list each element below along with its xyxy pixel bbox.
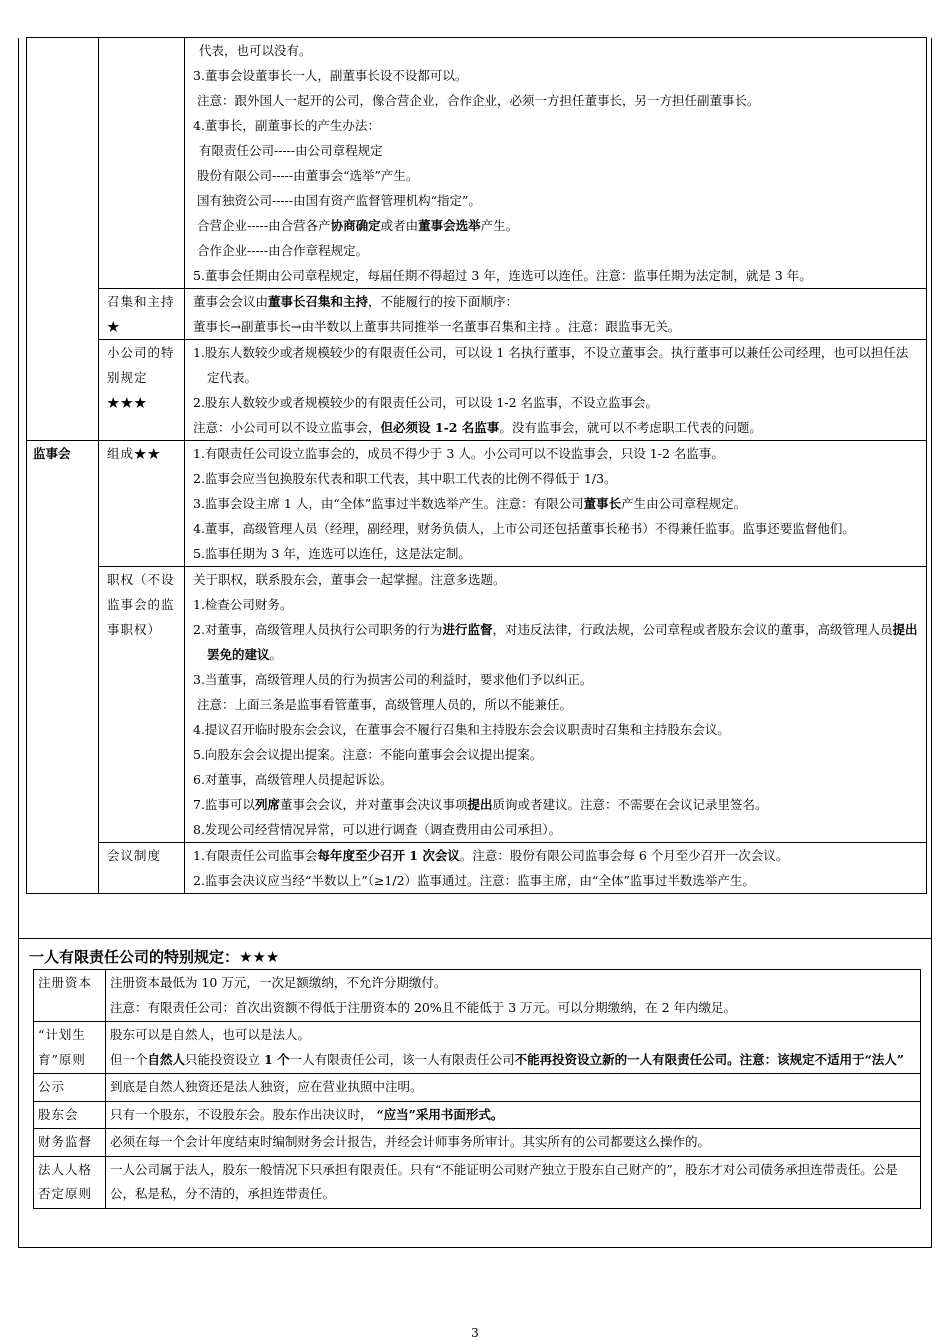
content-line — [110, 1023, 916, 1048]
content-line — [193, 541, 920, 566]
text-run: 代表，也可以没有。 — [199, 43, 312, 58]
text-run: 3.董事会设董事长一人，副董事长设不设都可以。 — [193, 68, 468, 83]
subtopic-cell — [99, 38, 185, 289]
content-line — [193, 516, 920, 541]
content-line — [110, 1103, 916, 1128]
text-run: 1.有限责任公司监事会 — [193, 848, 318, 863]
table-row — [34, 1129, 921, 1157]
content-line — [193, 263, 920, 288]
content-line — [193, 742, 920, 767]
content-line — [193, 441, 920, 466]
content-line — [193, 692, 920, 717]
table-row — [27, 441, 927, 567]
text-run: 3.监事会设主席 1 人，由“全体”监事过半数选举产生。注意：有限公司 — [193, 496, 584, 511]
content-line — [193, 113, 920, 138]
table-row — [27, 340, 927, 441]
text-run: 质询或者建议。注意：不需要在会议记录里签名。 — [492, 797, 768, 812]
section-title-one-person-company: 一人有限责任公司的特别规定：★★★ — [29, 948, 280, 966]
text-run: 2.对董事，高级管理人员执行公司职务的行为 — [193, 622, 443, 637]
content-line — [110, 996, 916, 1021]
text-run: 合营企业-----由合营各产 — [197, 218, 331, 233]
one-person-company-table — [33, 969, 921, 1209]
text-run: 产生。 — [480, 218, 519, 233]
rule-name-cell: 财务监督 — [34, 1129, 106, 1157]
text-run: 2.监事会应当包换股东代表和职工代表，其中职工代表的比例不得低于 1/3。 — [193, 471, 617, 486]
content-line — [193, 88, 920, 113]
content-line — [193, 617, 920, 667]
content-line — [193, 491, 920, 516]
table-row — [34, 1156, 921, 1208]
text-run: 。注意：股份有限公司监事会每 6 个月至少召开一次会议。 — [459, 848, 789, 863]
text-run: 1.检查公司财务。 — [193, 597, 293, 612]
bold-text: 协商确定 — [330, 218, 381, 233]
text-run: 注意：上面三条是监事看管董事，高级管理人员的，所以不能兼任。 — [197, 697, 573, 712]
content-cell — [185, 567, 927, 843]
table-row — [27, 38, 927, 289]
table-row — [34, 1022, 921, 1074]
text-run: 5.董事会任期由公司章程规定，每届任期不得超过 3 年，连选可以连任。注意：监事任期为法定制，就是 3 年。 — [193, 268, 812, 283]
text-run: 股份有限公司-----由董事会“选举”产生。 — [197, 168, 419, 183]
bold-text: 进行监督 — [442, 622, 493, 637]
content-line — [193, 792, 920, 817]
content-line — [193, 466, 920, 491]
content-line — [110, 1158, 916, 1207]
content-line — [193, 188, 920, 213]
content-line — [193, 213, 920, 238]
rule-name-cell: 注册资本 — [34, 970, 106, 1022]
board-supervisors-table — [26, 37, 927, 894]
subtopic-cell: 职权（不设监事会的监事职权） — [99, 567, 185, 843]
content-line — [193, 63, 920, 88]
subtopic-cell: 会议制度 — [99, 843, 185, 894]
text-run: 董事长→副董事长→由半数以上董事共同推举一名董事召集和主持 。注意：跟监事无关。 — [193, 319, 681, 334]
text-run: 4.董事，高级管理人员（经理，副经理，财务负债人，上市公司还包括董事长秘书）不得兼任监事。监事还要监督他们。 — [193, 521, 855, 536]
text-run: 有限责任公司-----由公司章程规定 — [199, 143, 383, 158]
bold-text: 1 个 — [264, 1051, 290, 1067]
content-line — [193, 817, 920, 842]
content-line — [193, 138, 920, 163]
text-run: 合作企业-----由合作章程规定。 — [197, 243, 369, 258]
rule-content-cell — [106, 1101, 921, 1129]
text-run: 1.股东人数较少或者规模较少的有限责任公司，可以设 1 名执行董事，不设立董事会。执行董事可以兼任公司经理，也可以担任法定代表。 — [193, 345, 909, 385]
text-run: 一人公司属于法人，股东一般情况下只承担有限责任。只有“不能证明公司财产独立于股东自己财产的”，股东才对公司债务承担连带责任。公是公，私是私，分不清的，承担连带责任。 — [110, 1161, 898, 1201]
text-run: 4.提议召开临时股东会会议，在董事会不履行召集和主持股东会会议职责时召集和主持股东会议。 — [193, 722, 730, 737]
text-run: 董事会会议由 — [193, 294, 269, 309]
category-cell — [27, 38, 99, 441]
table-row — [34, 1101, 921, 1129]
page-frame — [18, 38, 932, 1248]
text-run: 4.董事长，副董事长的产生办法： — [193, 118, 380, 133]
table-row — [27, 843, 927, 894]
content-line — [193, 390, 920, 415]
content-line — [193, 843, 920, 868]
content-line — [193, 567, 920, 592]
content-line — [193, 163, 920, 188]
text-run: 2.股东人数较少或者规模较少的有限责任公司，可以设 1-2 名监事，不设立监事会。 — [193, 395, 659, 410]
bold-text: “应当”采用书面形式。 — [376, 1106, 504, 1122]
text-run: 1.有限责任公司设立监事会的，成员不得少于 3 人。小公司可以不设监事会，只设 1-2 名监事。 — [193, 446, 724, 461]
content-cell — [185, 289, 927, 340]
text-run: 。没有监事会，就可以不考虑职工代表的问题。 — [499, 420, 762, 435]
text-run: ，不能履行的按下面顺序： — [368, 294, 519, 309]
text-run: 股东可以是自然人，也可以是法人。 — [110, 1027, 311, 1042]
text-run: 注意：有限责任公司：首次出资额不得低于注册资本的 20%且不能低于 3 万元。可以分期缴纳，在 2 年内缴足。 — [110, 999, 737, 1015]
table-row — [27, 567, 927, 843]
text-run: 注册资本最低为 10 万元，一次足额缴纳，不允许分期缴付。 — [110, 975, 447, 990]
category-cell: 监事会 — [27, 441, 99, 894]
content-line — [193, 38, 920, 63]
text-run: 只能投资设立 — [185, 1051, 265, 1067]
content-cell — [185, 843, 927, 894]
blank-spacer-row — [19, 910, 931, 939]
content-cell — [185, 441, 927, 567]
text-run: 5.向股东会会议提出提案。注意：不能向董事会会议提出提案。 — [193, 747, 543, 762]
text-run: 国有独资公司-----由国有资产监督管理机构“指定”。 — [197, 193, 481, 208]
rule-content-cell — [106, 1129, 921, 1157]
text-run: 或者由 — [380, 218, 419, 233]
text-run: 3.当董事，高级管理人员的行为损害公司的利益时，要求他们予以纠正。 — [193, 672, 593, 687]
bold-text: 但必须设 1-2 名监事 — [380, 420, 500, 435]
text-run: 到底是自然人独资还是法人独资，应在营业执照中注明。 — [110, 1079, 423, 1094]
table-row — [34, 1074, 921, 1102]
bold-text: 董事长召集和主持 — [268, 294, 369, 309]
bold-text: 提出 — [467, 797, 493, 812]
text-run: 注意：跟外国人一起开的公司，像合营企业，合作企业，必须一方担任董事长，另一方担任副董事长。 — [197, 93, 760, 108]
bold-text: 提出罢免的建议 — [207, 622, 918, 662]
text-run: 2.监事会决议应当经“半数以上”（≥1/2）监事通过。注意：监事主席，由“全体”监事过半数选举产生。 — [193, 873, 755, 888]
rule-name-cell: 股东会 — [34, 1101, 106, 1129]
bold-text: 董事长 — [583, 496, 622, 511]
bold-text: 每年度至少召开 1 次会议 — [317, 848, 460, 863]
content-line — [193, 415, 920, 440]
bold-text: 不能再投资设立新的一人有限责任公司。注意：该规定不适用于“法人” — [514, 1051, 904, 1067]
bold-text: 自然人 — [147, 1051, 186, 1067]
content-line — [110, 1048, 916, 1073]
text-run: 。 — [269, 647, 283, 662]
content-line — [193, 340, 920, 390]
page-number: 3 — [471, 1326, 479, 1340]
content-line — [110, 1075, 916, 1100]
content-line — [193, 868, 920, 893]
content-line — [193, 238, 920, 263]
text-run: 董事会会议，并对董事会决议事项 — [279, 797, 468, 812]
text-run: 8.发现公司经营情况异常，可以进行调查（调查费用由公司承担）。 — [193, 822, 562, 837]
content-line — [193, 667, 920, 692]
subtopic-cell: 组成★★ — [99, 441, 185, 567]
text-run: 7.监事可以 — [193, 797, 255, 812]
text-run: 一人有限责任公司，该一人有限责任公司 — [289, 1051, 515, 1067]
text-run: 5.监事任期为 3 年，连选可以连任，这是法定制。 — [193, 546, 471, 561]
rule-name-cell: 公示 — [34, 1074, 106, 1102]
content-line — [110, 1130, 916, 1155]
rule-name-cell: 法人人格否定原则 — [34, 1156, 106, 1208]
content-cell — [185, 38, 927, 289]
rule-content-cell — [106, 970, 921, 1022]
content-line — [193, 717, 920, 742]
rule-content-cell — [106, 1022, 921, 1074]
text-run: ，对违反法律，行政法规，公司章程或者股东会议的董事，高级管理人员 — [492, 622, 893, 637]
rule-name-cell: “计划生育”原则 — [34, 1022, 106, 1074]
bold-text: 董事会选举 — [418, 218, 481, 233]
rule-content-cell — [106, 1156, 921, 1208]
table-row — [34, 970, 921, 1022]
content-line — [193, 289, 920, 314]
text-run: 必须在每一个会计年度结束时编制财务会计报告，并经会计师事务所审计。其实所有的公司都要这么操作的。 — [110, 1134, 711, 1149]
text-run: 6.对董事，高级管理人员提起诉讼。 — [193, 772, 393, 787]
subtopic-cell: 小公司的特别规定★★★ — [99, 340, 185, 441]
bold-text: 列席 — [254, 797, 280, 812]
content-line — [193, 592, 920, 617]
text-run: 产生由公司章程规定。 — [621, 496, 747, 511]
table-row — [27, 289, 927, 340]
text-run: 注意：小公司可以不设立监事会， — [193, 420, 381, 435]
content-line — [110, 971, 916, 996]
text-run: 但一个 — [110, 1051, 148, 1067]
subtopic-cell: 召集和主持★ — [99, 289, 185, 340]
rule-content-cell — [106, 1074, 921, 1102]
content-line — [193, 314, 920, 339]
text-run: 只有一个股东，不设股东会。股东作出决议时， — [110, 1106, 377, 1122]
content-cell — [185, 340, 927, 441]
text-run: 关于职权，联系股东会，董事会一起掌握。注意多选题。 — [193, 572, 506, 587]
content-line — [193, 767, 920, 792]
